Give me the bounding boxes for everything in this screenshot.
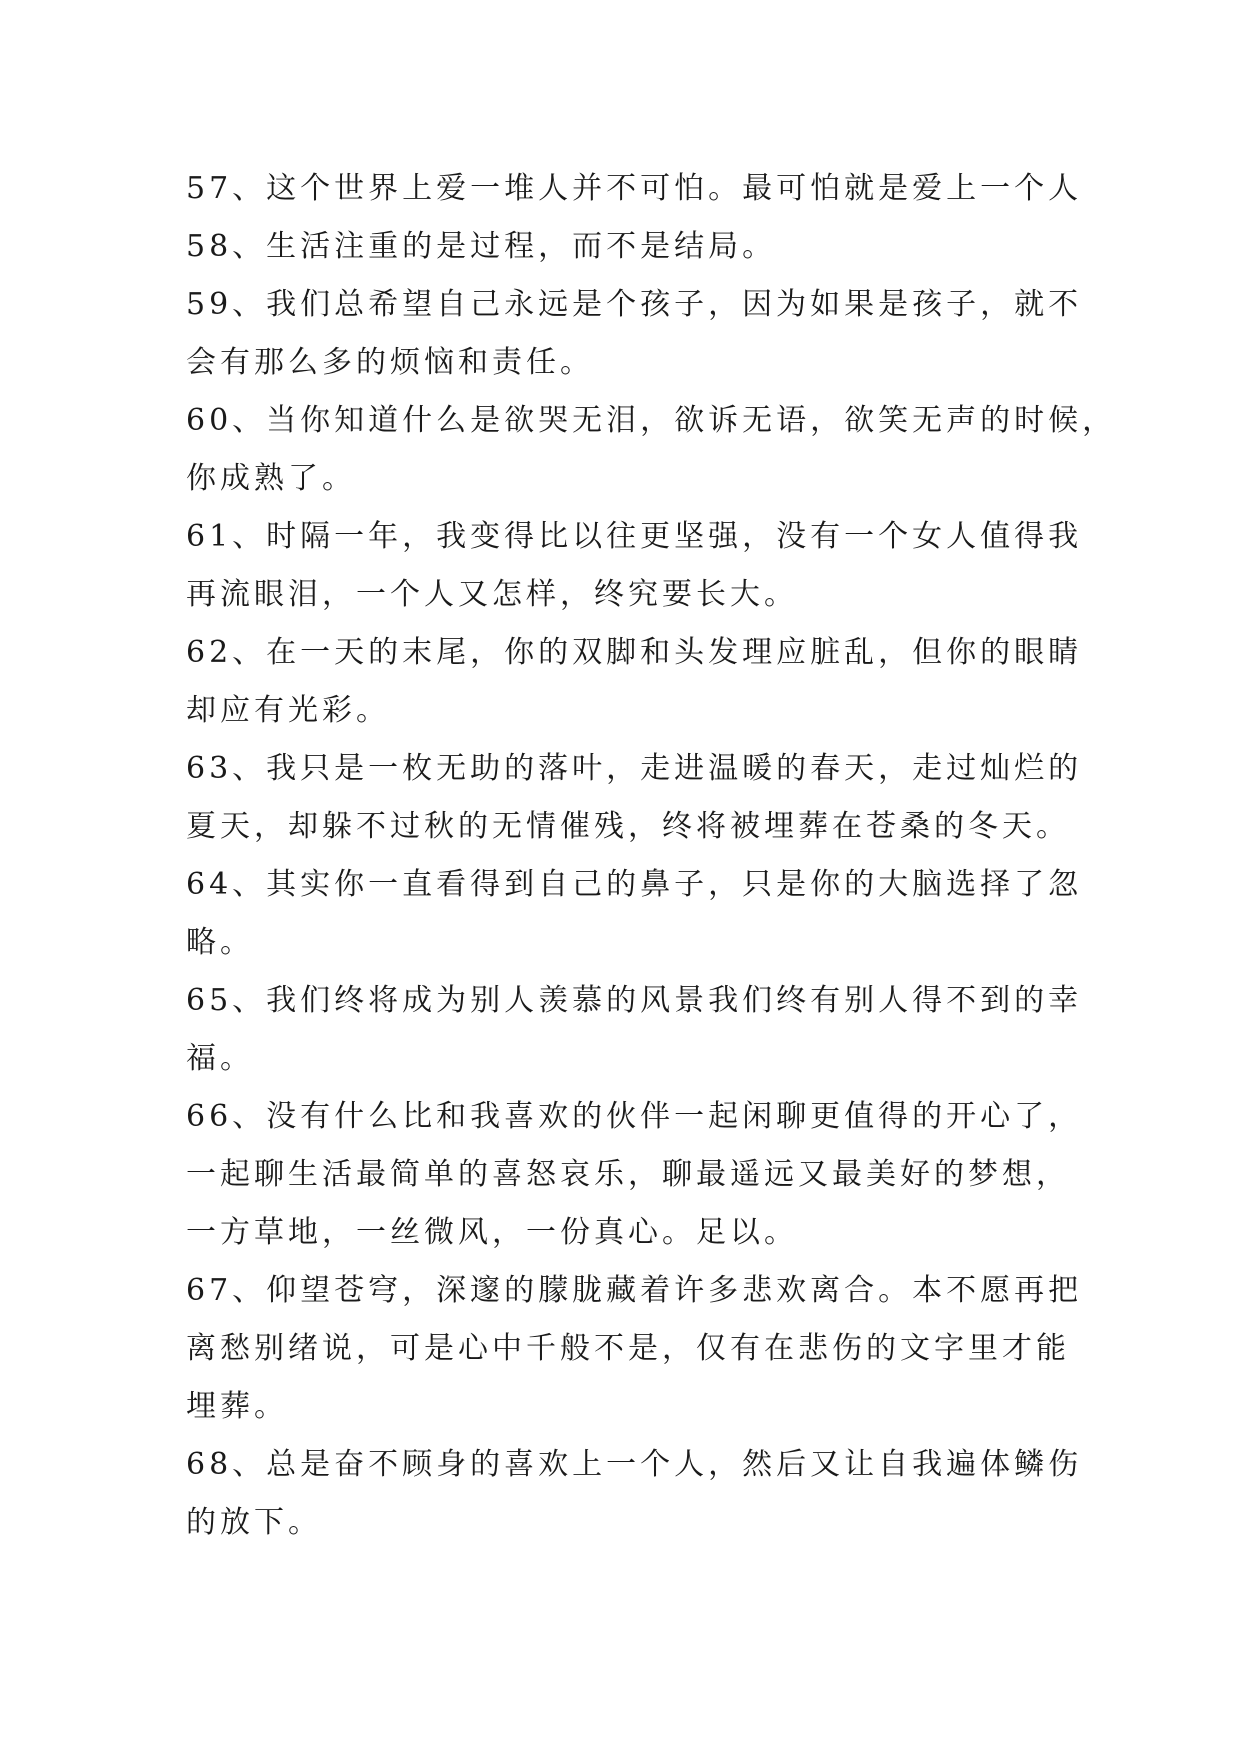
text-line: 61、时隔一年，我变得比以往更坚强，没有一个女人值得我	[186, 519, 1083, 554]
text-line: 福。	[186, 1041, 254, 1076]
text-line: 埋葬。	[186, 1389, 288, 1424]
text-line: 60、当你知道什么是欲哭无泪，欲诉无语，欲笑无声的时候，	[186, 403, 1117, 438]
text-line: 68、总是奋不顾身的喜欢上一个人，然后又让自我遍体鳞伤	[186, 1447, 1083, 1482]
text-line: 65、我们终将成为别人羡慕的风景我们终有别人得不到的幸	[186, 983, 1083, 1018]
text-line: 的放下。	[186, 1505, 322, 1540]
text-line: 再流眼泪，一个人又怎样，终究要长大。	[186, 577, 798, 612]
text-line: 58、生活注重的是过程，而不是结局。	[186, 229, 777, 264]
text-line: 66、没有什么比和我喜欢的伙伴一起闲聊更值得的开心了，	[186, 1099, 1083, 1134]
text-line: 夏天，却躲不过秋的无情催残，终将被埋葬在苍桑的冬天。	[186, 809, 1070, 844]
text-line: 略。	[186, 925, 254, 960]
text-body	[186, 160, 1117, 1552]
text-line: 一起聊生活最简单的喜怒哀乐，聊最遥远又最美好的梦想，	[186, 1157, 1070, 1192]
text-line: 会有那么多的烦恼和责任。	[186, 345, 594, 380]
text-line: 你成熟了。	[186, 461, 356, 496]
text-line: 64、其实你一直看得到自己的鼻子，只是你的大脑选择了忽	[186, 867, 1083, 902]
text-line: 一方草地，一丝微风，一份真心。足以。	[186, 1215, 798, 1250]
text-line: 却应有光彩。	[186, 693, 390, 728]
text-line: 59、我们总希望自己永远是个孩子，因为如果是孩子，就不	[186, 287, 1083, 322]
text-line: 62、在一天的末尾，你的双脚和头发理应脏乱，但你的眼睛	[186, 635, 1083, 670]
text-line: 57、这个世界上爱一堆人并不可怕。最可怕就是爱上一个人	[186, 171, 1083, 206]
text-line: 离愁别绪说，可是心中千般不是，仅有在悲伤的文字里才能	[186, 1331, 1070, 1366]
text-line: 67、仰望苍穹，深邃的朦胧藏着许多悲欢离合。本不愿再把	[186, 1273, 1083, 1308]
text-line: 63、我只是一枚无助的落叶，走进温暖的春天，走过灿烂的	[186, 751, 1083, 786]
